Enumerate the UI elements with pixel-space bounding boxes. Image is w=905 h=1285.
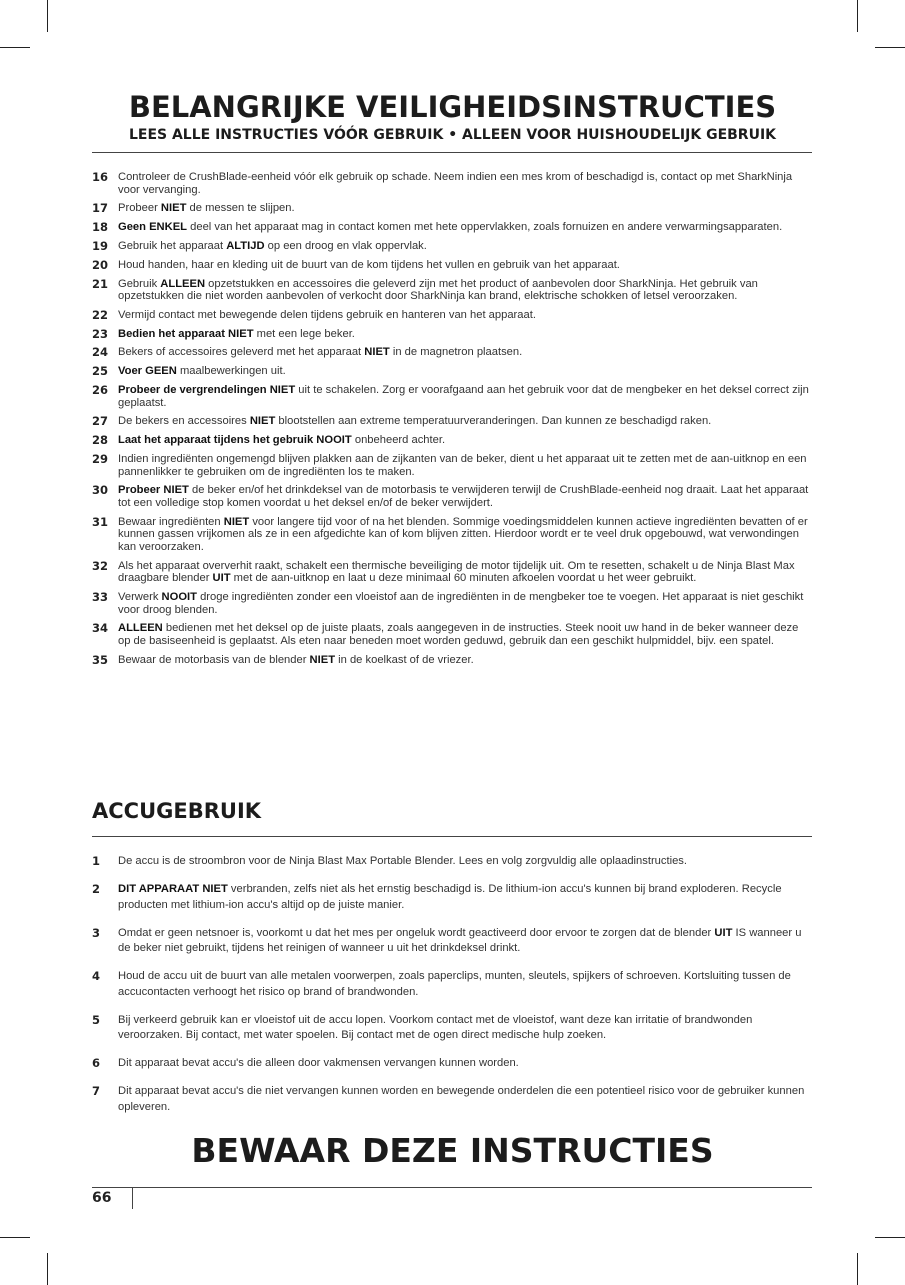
crop-mark bbox=[47, 0, 48, 32]
crop-mark bbox=[875, 1237, 905, 1238]
list-item bbox=[92, 926, 812, 957]
item-emphasis: Laat het apparaat tijdens het gebruik NOOIT bbox=[118, 434, 352, 447]
item-text-body: uit te schakelen. Zorg er voorafgaand aan het gebruik voor dat de mengbeker en het deksel correct zijn geplaatst. bbox=[118, 384, 809, 409]
item-text-lead: Omdat er geen netsnoer is, voorkomt u dat het mes per ongeluk wordt geactiveerd door ervoor te zorgen dat de blender bbox=[118, 926, 715, 939]
item-number: 7 bbox=[92, 1084, 101, 1099]
item-text-body: Controleer de CrushBlade-eenheid vóór elk gebruik op schade. Neem indien een mes krom of beschadigd is, contact op met SharkNinja voor vervanging. bbox=[118, 171, 793, 196]
header-divider bbox=[92, 152, 812, 153]
item-emphasis: Geen ENKEL bbox=[118, 221, 188, 234]
list-item bbox=[92, 259, 812, 272]
list-item bbox=[92, 969, 812, 1000]
item-text-body: op een droog en vlak oppervlak. bbox=[264, 239, 427, 252]
item-number: 21 bbox=[92, 276, 109, 291]
item-text bbox=[118, 1013, 812, 1044]
section-divider bbox=[92, 836, 812, 837]
item-number: 34 bbox=[92, 621, 109, 636]
item-text-body: opzetstukken en accessoires die geleverd zijn met het product of aanbevolen door SharkNinja. Het gebruik van opzetstukken die niet worden aanbevolen of verkocht door SharkNinja kan brand, elektrische schokken of letsel veroorzaken. bbox=[118, 277, 758, 303]
item-number: 35 bbox=[92, 652, 109, 667]
item-number: 3 bbox=[92, 925, 101, 940]
list-item bbox=[92, 346, 812, 359]
crop-mark bbox=[0, 1237, 30, 1238]
item-text bbox=[118, 926, 812, 957]
item-emphasis: UIT bbox=[212, 572, 231, 585]
item-emphasis: ALLEEN bbox=[160, 277, 206, 290]
footer-title: BEWAAR DEZE INSTRUCTIES bbox=[191, 1131, 714, 1170]
item-text-lead: Probeer bbox=[118, 202, 161, 215]
item-text-lead: Gebruik bbox=[118, 277, 161, 290]
crop-mark bbox=[0, 47, 30, 48]
item-emphasis: DIT APPARAAT NIET bbox=[118, 882, 228, 895]
list-item bbox=[92, 202, 812, 215]
item-number: 6 bbox=[92, 1056, 101, 1071]
list-item bbox=[92, 415, 812, 428]
item-text bbox=[118, 365, 812, 378]
item-text-body: deel van het apparaat mag in contact komen met hete oppervlakken, zoals fornuizen en andere verwarmingsapparaten. bbox=[187, 221, 783, 234]
list-item bbox=[92, 484, 812, 509]
item-text-body: voor langere tijd voor of na het blenden. Sommige voedingsmiddelen kunnen actieve ingrediënten bevatten of er kunnen gassen vrijkomen als ze in een afgedichte kan of kom blijven zitten. Hierdoor wordt er te veel druk opgebouwd, wat verwondingen kan veroorzaken. bbox=[118, 515, 808, 553]
item-text-body: Bij verkeerd gebruik kan er vloeistof uit de accu lopen. Voorkom contact met de vloeistof, want deze kan irritatie of brandwonden veroorzaken. Bij contact, met water spoelen. Bij contact met de ogen direct medische hulp zoeken. bbox=[118, 1013, 753, 1042]
item-text bbox=[118, 622, 812, 647]
item-number: 22 bbox=[92, 307, 109, 322]
list-item bbox=[92, 221, 812, 234]
page-subtitle: LEES ALLE INSTRUCTIES VÓÓR GEBRUIK • ALLEEN VOOR HUISHOUDELIJK GEBRUIK bbox=[128, 127, 777, 143]
crop-mark bbox=[875, 47, 905, 48]
item-text-body: verbranden, zelfs niet als het ernstig beschadigd is. De lithium-ion accu's kunnen bij brand exploderen. Recycle producten met lithium-ion accu's altijd op de juiste manier. bbox=[118, 882, 782, 911]
item-emphasis: NIET bbox=[364, 346, 390, 359]
item-number: 33 bbox=[92, 590, 109, 605]
item-text-body: Indien ingrediënten ongemengd blijven plakken aan de zijkanten van de beker, dient u het apparaat uit te zetten met de aan-uitknop en een pannenlikker te gebruiken om de ingrediënten los te maken. bbox=[118, 452, 807, 478]
list-item bbox=[92, 591, 812, 616]
item-emphasis: Voer GEEN bbox=[118, 365, 177, 378]
item-text bbox=[118, 278, 812, 303]
item-text-body: Houd handen, haar en kleding uit de buurt van de kom tijdens het vullen en gebruik van het apparaat. bbox=[118, 258, 620, 271]
item-number: 4 bbox=[92, 969, 101, 984]
item-text-body: met een lege beker. bbox=[253, 327, 355, 340]
page-number-separator bbox=[132, 1187, 133, 1209]
list-item bbox=[92, 365, 812, 378]
item-text-body: bedienen met het deksel op de juiste plaats, zoals aangegeven in de instructies. Steek nooit uw hand in de beker wanneer deze op de basiseenheid is geplaatst. Als eten naar beneden moet worden geduwd, gebruik dan een geschikt hulpmiddel, bijv. een spatel. bbox=[118, 622, 799, 647]
list-item bbox=[92, 622, 812, 647]
item-text bbox=[118, 516, 812, 554]
item-number: 18 bbox=[92, 220, 109, 235]
item-text bbox=[118, 969, 812, 1000]
item-text-lead: Bewaar ingrediënten bbox=[118, 515, 224, 528]
item-emphasis: Bedien het apparaat NIET bbox=[118, 327, 254, 340]
item-text-lead: Bewaar de motorbasis van de blender bbox=[118, 653, 310, 666]
item-number: 25 bbox=[92, 364, 109, 379]
item-emphasis: NIET bbox=[249, 415, 276, 428]
item-emphasis: NIET bbox=[223, 515, 250, 528]
item-number: 27 bbox=[92, 414, 109, 429]
list-item bbox=[92, 453, 812, 478]
item-emphasis: ALTIJD bbox=[226, 239, 265, 252]
item-text bbox=[118, 171, 812, 196]
item-text bbox=[118, 560, 812, 585]
item-text-lead: Verwerk bbox=[118, 591, 162, 604]
item-text bbox=[118, 346, 812, 359]
list-item bbox=[92, 1084, 812, 1115]
item-text bbox=[118, 221, 812, 234]
item-text-body: droge ingrediënten zonder een vloeistof aan de ingrediënten in de mengbeker toe te voegen. Het apparaat is niet geschikt voor droog blenden. bbox=[118, 591, 804, 616]
crop-mark bbox=[857, 0, 858, 32]
list-item bbox=[92, 328, 812, 341]
list-item bbox=[92, 434, 812, 447]
battery-instructions-list bbox=[92, 854, 812, 1128]
item-text bbox=[118, 654, 812, 667]
item-text bbox=[118, 484, 812, 509]
item-text bbox=[118, 240, 812, 253]
list-item bbox=[92, 278, 812, 303]
section-heading: ACCUGEBRUIK bbox=[92, 799, 262, 823]
list-item bbox=[92, 560, 812, 585]
item-emphasis: NIET bbox=[160, 202, 187, 215]
item-number: 20 bbox=[92, 257, 109, 272]
item-text-body: met de aan-uitknop en laat u deze minimaal 60 minuten afkoelen voordat u het weer gebruikt. bbox=[230, 572, 697, 585]
page-number: 66 bbox=[92, 1190, 112, 1206]
item-number: 19 bbox=[92, 238, 109, 253]
list-item bbox=[92, 171, 812, 196]
item-number: 2 bbox=[92, 881, 101, 896]
item-number: 23 bbox=[92, 326, 109, 341]
item-number: 16 bbox=[92, 170, 109, 184]
item-text-lead: Als het apparaat oververhit raakt, schakelt een thermische beveiliging de motor tijdelijk uit. Om te resetten, schakelt u de Ninja Blast Max draagbare blender bbox=[118, 559, 795, 585]
item-text-lead: Gebruik het apparaat bbox=[118, 239, 227, 252]
footer-divider bbox=[92, 1187, 812, 1188]
item-number: 31 bbox=[92, 514, 109, 529]
item-text-body: Dit apparaat bevat accu's die niet vervangen kunnen worden en bewegende onderdelen die een potentieel risico voor de gebruiker kunnen opleveren. bbox=[118, 1085, 805, 1113]
item-number: 5 bbox=[92, 1012, 101, 1027]
list-item bbox=[92, 384, 812, 409]
item-emphasis: ALLEEN bbox=[118, 622, 163, 635]
item-text bbox=[118, 882, 812, 913]
item-text bbox=[118, 453, 812, 478]
item-emphasis: Probeer de vergrendelingen NIET bbox=[118, 384, 296, 396]
item-text-body: blootstellen aan extreme temperatuurveranderingen. Dan kunnen ze beschadigd raken. bbox=[275, 415, 712, 428]
item-emphasis: NIET bbox=[309, 653, 336, 666]
item-text-body: de beker en/of het drinkdeksel van de motorbasis te verwijderen terwijl de CrushBlade-eenheid nog draait. Laat het apparaat tot een volledige stop komen voordat u het deksel en/of de beker verwijdert. bbox=[118, 484, 809, 509]
item-emphasis: NOOIT bbox=[161, 591, 197, 604]
item-text-body: Dit apparaat bevat accu's die alleen door vakmensen vervangen kunnen worden. bbox=[118, 1057, 519, 1070]
list-item bbox=[92, 882, 812, 913]
item-text-body: Houd de accu uit de buurt van alle metalen voorwerpen, zoals paperclips, munten, sleutels, spijkers of schroeven. Kortsluiting tussen de accucontacten verhoogt het risico op brand of brandwonden. bbox=[118, 970, 791, 998]
list-item bbox=[92, 1013, 812, 1044]
item-number: 30 bbox=[92, 483, 109, 498]
item-text-body: maalbewerkingen uit. bbox=[176, 365, 286, 378]
item-text bbox=[118, 434, 812, 447]
item-number: 24 bbox=[92, 345, 109, 360]
item-text bbox=[118, 384, 812, 409]
list-item bbox=[92, 516, 812, 554]
list-item bbox=[92, 654, 812, 667]
safety-instructions-list bbox=[92, 171, 812, 673]
crop-mark bbox=[857, 1253, 858, 1285]
list-item bbox=[92, 309, 812, 322]
item-text-lead: De bekers en accessoires bbox=[118, 415, 250, 428]
item-text-body: De accu is de stroombron voor de Ninja Blast Max Portable Blender. Lees en volg zorgvuldig alle oplaadinstructies. bbox=[118, 855, 688, 867]
item-text bbox=[118, 1084, 812, 1115]
item-number: 26 bbox=[92, 383, 109, 397]
item-text-body: de messen te slijpen. bbox=[186, 202, 295, 215]
crop-mark bbox=[47, 1253, 48, 1285]
page-title: BELANGRIJKE VEILIGHEIDSINSTRUCTIES bbox=[128, 90, 777, 124]
item-text bbox=[118, 854, 812, 870]
item-text-body: in de koelkast of de vriezer. bbox=[335, 653, 474, 666]
item-text bbox=[118, 591, 812, 616]
item-text bbox=[118, 259, 812, 272]
item-text-body: onbeheerd achter. bbox=[351, 434, 446, 447]
item-number: 28 bbox=[92, 433, 109, 448]
item-emphasis: UIT bbox=[714, 926, 733, 939]
list-item bbox=[92, 1056, 812, 1072]
item-emphasis: Probeer NIET bbox=[118, 484, 189, 497]
list-item bbox=[92, 854, 812, 870]
item-number: 1 bbox=[92, 854, 101, 868]
item-text-body: Vermijd contact met bewegende delen tijdens gebruik en hanteren van het apparaat. bbox=[118, 308, 536, 321]
item-text bbox=[118, 328, 812, 341]
item-text bbox=[118, 1056, 812, 1072]
item-text-body: IS wanneer u de beker niet gebruikt, tijdens het reinigen of wanneer u uit het drinkdeksel drinkt. bbox=[118, 926, 802, 955]
list-item bbox=[92, 240, 812, 253]
item-number: 17 bbox=[92, 201, 109, 216]
item-number: 29 bbox=[92, 451, 109, 466]
item-text bbox=[118, 202, 812, 215]
item-text-body: in de magnetron plaatsen. bbox=[389, 346, 523, 359]
item-number: 32 bbox=[92, 558, 109, 573]
item-text bbox=[118, 415, 812, 428]
item-text bbox=[118, 309, 812, 322]
item-text-lead: Bekers of accessoires geleverd met het apparaat bbox=[118, 346, 365, 359]
